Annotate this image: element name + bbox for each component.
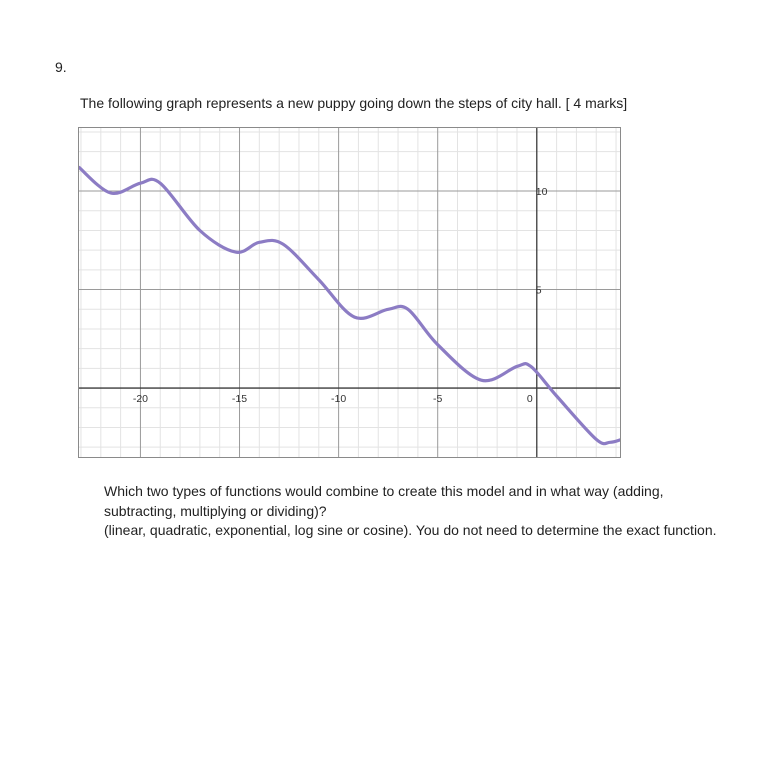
x-tick-label: -20 — [132, 393, 149, 406]
question-intro: The following graph represents a new puppy going down the steps of city hall. [ 4 marks] — [80, 95, 628, 111]
y-tick-label: 10 — [535, 186, 548, 199]
x-tick-label: 0 — [526, 393, 533, 406]
graph-frame — [78, 127, 621, 458]
question-prompt-line-1: Which two types of functions would combine to create this model and in what way (adding, subtracting, multiplying or dividing)? — [104, 483, 664, 519]
y-tick-label: 5 — [535, 284, 542, 297]
line-chart — [79, 128, 621, 458]
question-number: 9. — [55, 59, 67, 75]
x-tick-label: -15 — [231, 393, 248, 406]
x-tick-label: -10 — [331, 393, 347, 406]
x-tick-label: -5 — [433, 393, 443, 406]
question-prompt — [104, 482, 724, 541]
question-prompt-line-2: (linear, quadratic, exponential, log sine or cosine). You do not need to determine the exact function. — [104, 522, 717, 538]
